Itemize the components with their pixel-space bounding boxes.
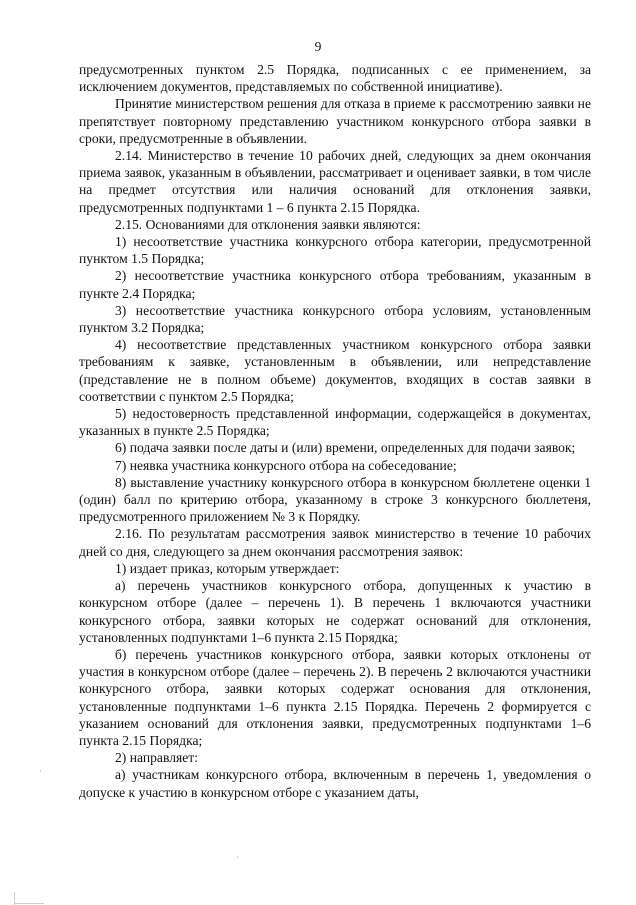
page-number: 9 bbox=[314, 39, 322, 54]
paragraph: а) перечень участников конкурсного отбора, допущенных к участию в конкурсном отборе (далее – перечень 1). В перечень 1 включаются участники конкурсного отбора, заявки которых не содержат оснований для отклонения, установленных подпунктами 1–6 пункта 2.15 Порядка; bbox=[79, 578, 591, 645]
scan-artifact-bottom bbox=[14, 903, 44, 904]
paragraph: а) участникам конкурсного отбора, включенным в перечень 1, уведомления о допуске к участию в конкурсном отборе с указанием даты, bbox=[79, 767, 591, 800]
paragraph: 2.14. Министерство в течение 10 рабочих дней, следующих за днем окончания приема заявок, указанным в объявлении, рассматривает и оценивает заявки, в том числе на предмет отсутствия или наличия оснований для отклонения заявки, предусмотренных подпунктами 1 – 6 пункта 2.15 Порядка. bbox=[79, 148, 591, 215]
paragraph: 4) несоответствие представленных участником конкурсного отбора заявки требованиям к заявке, установленным в объявлении, или непредставление (представление не в полном объеме) документов, входящих в состав заявки в соответствии с пунктом 2.5 Порядка; bbox=[79, 337, 591, 404]
paragraph: 2) направляет: bbox=[115, 750, 198, 766]
paragraph: 7) неявка участника конкурсного отбора на собеседование; bbox=[115, 457, 457, 473]
paragraph: 1) издает приказ, которым утверждает: bbox=[115, 560, 340, 576]
paragraph: 8) выставление участнику конкурсного отбора в конкурсном бюллетене оценки 1 (один) балл по критерию отбора, указанному в строке 3 конкурсного бюллетеня, предусмотренного приложением № 3 к Порядку. bbox=[79, 474, 591, 525]
paragraph: 6) подача заявки после даты и (или) времени, определенных для подачи заявок; bbox=[115, 440, 576, 456]
paragraph: предусмотренных пунктом 2.5 Порядка, подписанных с ее применением, за исключением документов, представляемых по собственной инициативе). bbox=[79, 62, 591, 95]
paragraph: 1) несоответствие участника конкурсного отбора категории, предусмотренной пунктом 1.5 Порядка; bbox=[79, 234, 591, 267]
scan-artifact-dot bbox=[40, 770, 41, 772]
paragraph: 2.16. По результатам рассмотрения заявок министерство в течение 10 рабочих дней со дня, следующего за днем окончания рассмотрения заявок: bbox=[79, 526, 591, 559]
paragraph: 2) несоответствие участника конкурсного отбора требованиям, указанным в пункте 2.4 Порядка; bbox=[79, 268, 591, 301]
document-body bbox=[79, 61, 591, 801]
scan-artifact-dot bbox=[237, 856, 238, 858]
paragraph: 2.15. Основаниями для отклонения заявки являются: bbox=[115, 216, 421, 232]
paragraph: Принятие министерством решения для отказа в приеме к рассмотрению заявки не препятствует повторному представлению участником конкурсного отбора заявки в сроки, предусмотренные в объявлении. bbox=[79, 96, 591, 146]
paragraph: 3) несоответствие участника конкурсного отбора условиям, установленным пунктом 3.2 Порядка; bbox=[79, 302, 591, 336]
paragraph: б) перечень участников конкурсного отбора, заявки которых отклонены от участия в конкурсном отборе (далее – перечень 2). В перечень 2 включаются участники конкурсного отбора, заявки которых содержат основания для отклонения, установленные подпунктами 1–6 пункта 2.15 Порядка. Перечень 2 формируется с указанием оснований для отклонения заявки, предусмотренных подпунктами 1–6 пункта 2.15 Порядка; bbox=[79, 646, 591, 748]
paragraph: 5) недостоверность представленной информации, содержащейся в документах, указанных в пункте 2.5 Порядка; bbox=[79, 406, 591, 439]
